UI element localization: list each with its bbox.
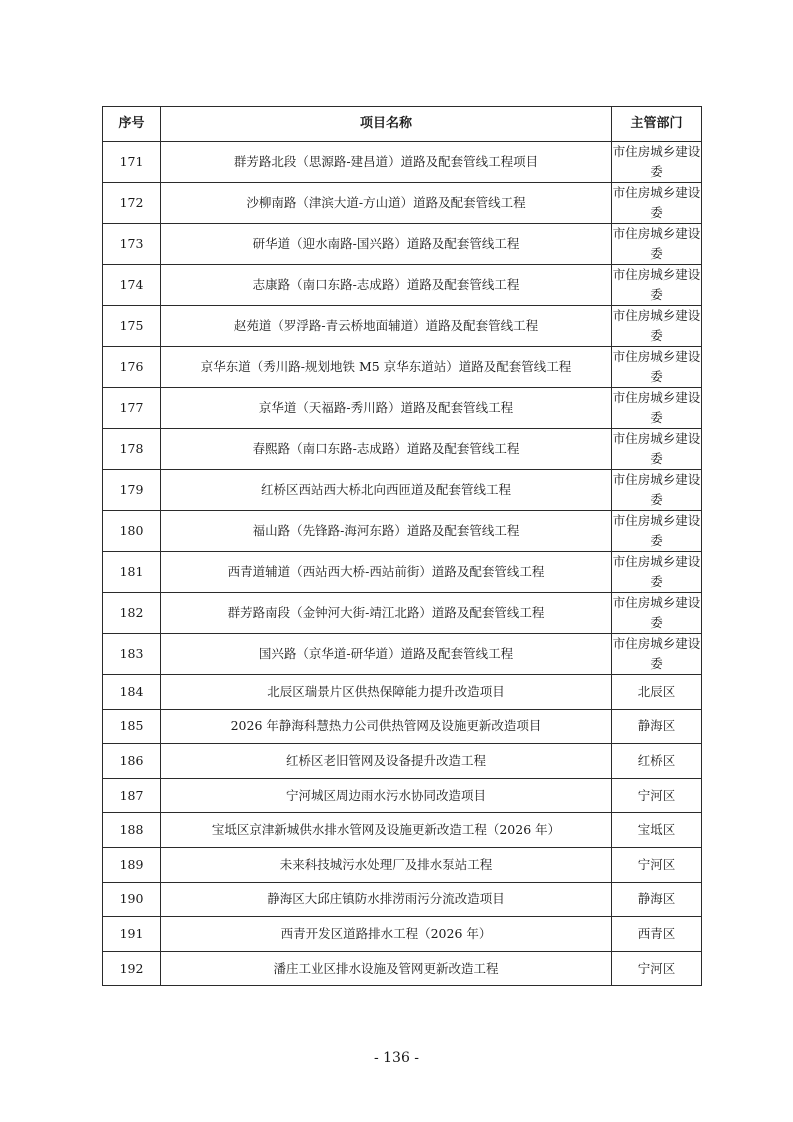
row-serial-number: 190 bbox=[103, 882, 161, 917]
table-row bbox=[103, 388, 702, 429]
table-row bbox=[103, 634, 702, 675]
table-row bbox=[103, 951, 702, 986]
table-row bbox=[103, 709, 702, 744]
table-row bbox=[103, 470, 702, 511]
row-project-name: 静海区大邱庄镇防水排涝雨污分流改造项目 bbox=[161, 882, 612, 917]
row-department: 北辰区 bbox=[612, 675, 702, 710]
row-department: 市住房城乡建设委 bbox=[612, 183, 702, 224]
row-department: 宁河区 bbox=[612, 778, 702, 813]
row-project-name: 西青开发区道路排水工程（2026 年） bbox=[161, 917, 612, 952]
row-project-name: 京华道（天福路-秀川路）道路及配套管线工程 bbox=[161, 388, 612, 429]
row-project-name: 京华东道（秀川路-规划地铁 M5 京华东道站）道路及配套管线工程 bbox=[161, 347, 612, 388]
row-department: 西青区 bbox=[612, 917, 702, 952]
page-number: - 136 - bbox=[373, 1050, 420, 1066]
table-row bbox=[103, 675, 702, 710]
row-project-name: 沙柳南路（津滨大道-方山道）道路及配套管线工程 bbox=[161, 183, 612, 224]
row-project-name: 赵苑道（罗浮路-青云桥地面辅道）道路及配套管线工程 bbox=[161, 306, 612, 347]
row-serial-number: 181 bbox=[103, 552, 161, 593]
row-department: 红桥区 bbox=[612, 744, 702, 779]
row-serial-number: 172 bbox=[103, 183, 161, 224]
table-row bbox=[103, 593, 702, 634]
row-serial-number: 177 bbox=[103, 388, 161, 429]
row-serial-number: 173 bbox=[103, 224, 161, 265]
row-serial-number: 174 bbox=[103, 265, 161, 306]
row-serial-number: 191 bbox=[103, 917, 161, 952]
row-serial-number: 183 bbox=[103, 634, 161, 675]
project-table bbox=[102, 106, 702, 986]
row-project-name: 红桥区西站西大桥北向西匝道及配套管线工程 bbox=[161, 470, 612, 511]
row-project-name: 北辰区瑞景片区供热保障能力提升改造项目 bbox=[161, 675, 612, 710]
table-body bbox=[103, 142, 702, 986]
row-project-name: 西青道辅道（西站西大桥-西站前街）道路及配套管线工程 bbox=[161, 552, 612, 593]
table-row bbox=[103, 847, 702, 882]
table-row bbox=[103, 306, 702, 347]
row-department: 宁河区 bbox=[612, 951, 702, 986]
row-department: 市住房城乡建设委 bbox=[612, 142, 702, 183]
table-row bbox=[103, 183, 702, 224]
row-department: 市住房城乡建设委 bbox=[612, 634, 702, 675]
header-serial-number: 序号 bbox=[103, 107, 161, 142]
row-department: 静海区 bbox=[612, 882, 702, 917]
table-row bbox=[103, 142, 702, 183]
row-serial-number: 171 bbox=[103, 142, 161, 183]
table-row bbox=[103, 429, 702, 470]
row-project-name: 春熙路（南口东路-志成路）道路及配套管线工程 bbox=[161, 429, 612, 470]
row-department: 市住房城乡建设委 bbox=[612, 306, 702, 347]
row-serial-number: 179 bbox=[103, 470, 161, 511]
row-project-name: 群芳路南段（金钟河大街-靖江北路）道路及配套管线工程 bbox=[161, 593, 612, 634]
row-serial-number: 175 bbox=[103, 306, 161, 347]
row-serial-number: 184 bbox=[103, 675, 161, 710]
table-row bbox=[103, 813, 702, 848]
row-serial-number: 178 bbox=[103, 429, 161, 470]
row-serial-number: 176 bbox=[103, 347, 161, 388]
row-department: 静海区 bbox=[612, 709, 702, 744]
table-row bbox=[103, 552, 702, 593]
row-serial-number: 189 bbox=[103, 847, 161, 882]
row-department: 市住房城乡建设委 bbox=[612, 388, 702, 429]
row-project-name: 群芳路北段（思源路-建昌道）道路及配套管线工程项目 bbox=[161, 142, 612, 183]
table-header bbox=[103, 107, 702, 142]
row-department: 市住房城乡建设委 bbox=[612, 552, 702, 593]
row-department: 市住房城乡建设委 bbox=[612, 470, 702, 511]
row-department: 市住房城乡建设委 bbox=[612, 347, 702, 388]
row-department: 宁河区 bbox=[612, 847, 702, 882]
header-project-name: 项目名称 bbox=[161, 107, 612, 142]
row-department: 市住房城乡建设委 bbox=[612, 593, 702, 634]
row-project-name: 未来科技城污水处理厂及排水泵站工程 bbox=[161, 847, 612, 882]
row-project-name: 志康路（南口东路-志成路）道路及配套管线工程 bbox=[161, 265, 612, 306]
row-project-name: 红桥区老旧管网及设备提升改造工程 bbox=[161, 744, 612, 779]
table-row bbox=[103, 265, 702, 306]
row-department: 市住房城乡建设委 bbox=[612, 265, 702, 306]
row-department: 市住房城乡建设委 bbox=[612, 511, 702, 552]
row-department: 市住房城乡建设委 bbox=[612, 224, 702, 265]
table-row bbox=[103, 882, 702, 917]
header-row bbox=[103, 107, 702, 142]
row-project-name: 潘庄工业区排水设施及管网更新改造工程 bbox=[161, 951, 612, 986]
table-row bbox=[103, 744, 702, 779]
row-serial-number: 188 bbox=[103, 813, 161, 848]
row-project-name: 研华道（迎水南路-国兴路）道路及配套管线工程 bbox=[161, 224, 612, 265]
row-project-name: 国兴路（京华道-研华道）道路及配套管线工程 bbox=[161, 634, 612, 675]
row-project-name: 宁河城区周边雨水污水协同改造项目 bbox=[161, 778, 612, 813]
table-row bbox=[103, 917, 702, 952]
header-department: 主管部门 bbox=[612, 107, 702, 142]
row-serial-number: 186 bbox=[103, 744, 161, 779]
row-serial-number: 180 bbox=[103, 511, 161, 552]
row-project-name: 2026 年静海科慧热力公司供热管网及设施更新改造项目 bbox=[161, 709, 612, 744]
row-project-name: 宝坻区京津新城供水排水管网及设施更新改造工程（2026 年） bbox=[161, 813, 612, 848]
row-project-name: 福山路（先锋路-海河东路）道路及配套管线工程 bbox=[161, 511, 612, 552]
table-row bbox=[103, 778, 702, 813]
table-row bbox=[103, 224, 702, 265]
row-department: 市住房城乡建设委 bbox=[612, 429, 702, 470]
row-serial-number: 185 bbox=[103, 709, 161, 744]
row-serial-number: 182 bbox=[103, 593, 161, 634]
table-row bbox=[103, 511, 702, 552]
row-department: 宝坻区 bbox=[612, 813, 702, 848]
table-row bbox=[103, 347, 702, 388]
row-serial-number: 192 bbox=[103, 951, 161, 986]
row-serial-number: 187 bbox=[103, 778, 161, 813]
